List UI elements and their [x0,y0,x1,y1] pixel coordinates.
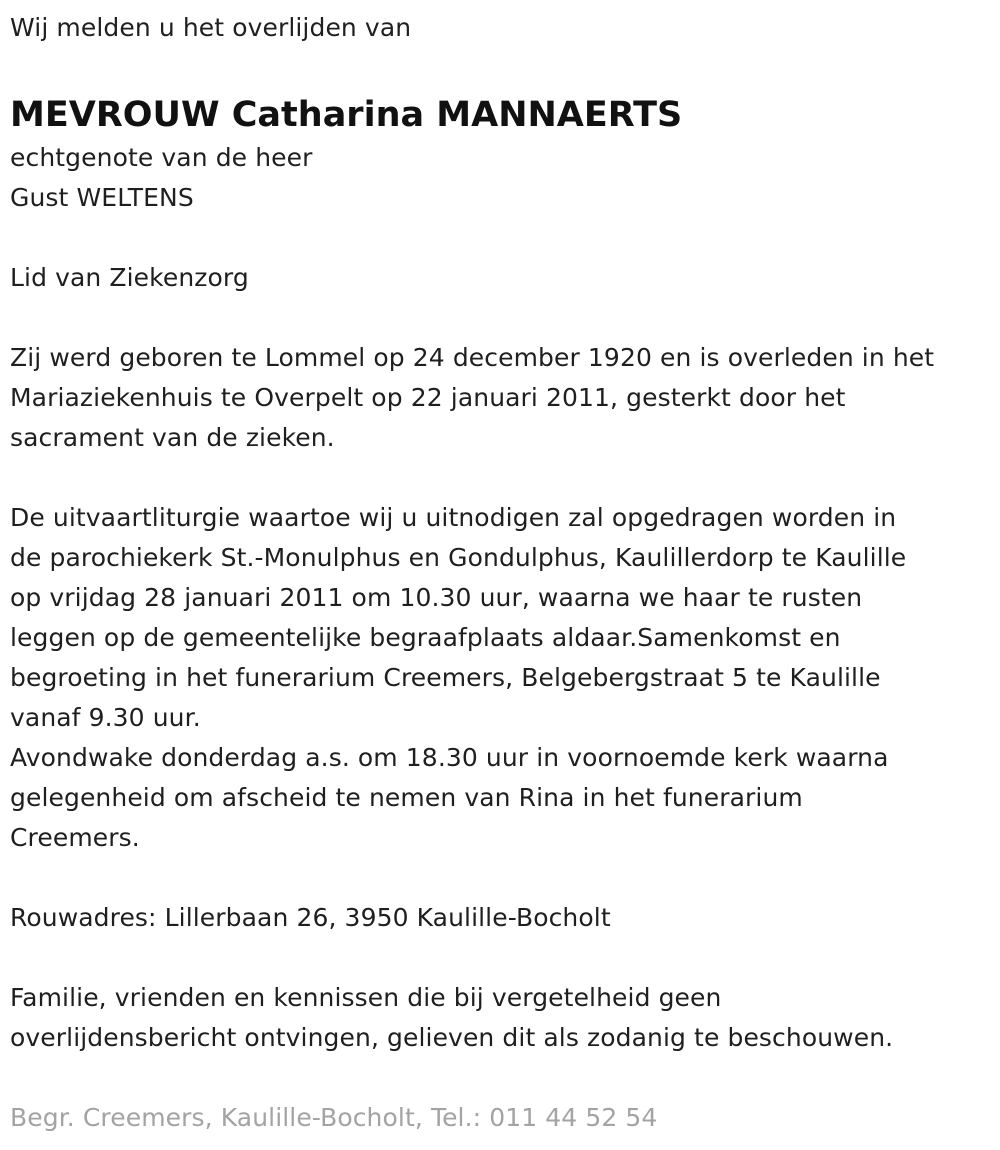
spacer [10,298,990,338]
spouse-line: echtgenote van de heer [10,143,313,172]
family-paragraph [10,978,990,1058]
funeral-paragraph [10,498,990,858]
membership-text: Lid van Ziekenzorg [10,263,249,292]
spouse-name: Gust WELTENS [10,183,194,212]
spacer [10,858,990,898]
paragraph-line: overlijdensbericht ontvingen, gelieven dit als zodanig te beschouwen. [10,1023,894,1052]
paragraph-line: Avondwake donderdag a.s. om 18.30 uur in voornoemde kerk waarna [10,743,889,772]
paragraph-line: op vrijdag 28 januari 2011 om 10.30 uur, waarna we haar te rusten [10,583,863,612]
paragraph-line: vanaf 9.30 uur. [10,703,201,732]
intro-text: Wij melden u het overlijden van [10,13,412,42]
spacer [10,458,990,498]
paragraph-line: Mariaziekenhuis te Overpelt op 22 januari 2011, gesterkt door het [10,383,846,412]
spacer [10,1058,990,1098]
paragraph-line: de parochiekerk St.-Monulphus en Gondulphus, Kaulillerdorp te Kaulille [10,543,907,572]
spacer [10,218,990,258]
funeral-home-footer: Begr. Creemers, Kaulille-Bocholt, Tel.: 011 44 52 54 [10,1103,658,1132]
paragraph-line: gelegenheid om afscheid te nemen van Rina in het funerarium [10,783,803,812]
paragraph-line: Creemers. [10,823,140,852]
paragraph-line: Zij werd geboren te Lommel op 24 december 1920 en is overleden in het [10,343,935,372]
deceased-name: MEVROUW Catharina MANNAERTS [10,95,683,135]
paragraph-line: De uitvaartliturgie waartoe wij u uitnodigen zal opgedragen worden in [10,503,897,532]
mourning-address: Rouwadres: Lillerbaan 26, 3950 Kaulille-Bocholt [10,903,611,932]
paragraph-line: begroeting in het funerarium Creemers, Belgebergstraat 5 te Kaulille [10,663,881,692]
paragraph-line: leggen op de gemeentelijke begraafplaats aldaar.Samenkomst en [10,623,841,652]
spacer [10,938,990,978]
birth-death-paragraph [10,338,990,458]
paragraph-line: sacrament van de zieken. [10,423,335,452]
spouse-block [10,138,990,218]
paragraph-line: Familie, vrienden en kennissen die bij vergetelheid geen [10,983,722,1012]
